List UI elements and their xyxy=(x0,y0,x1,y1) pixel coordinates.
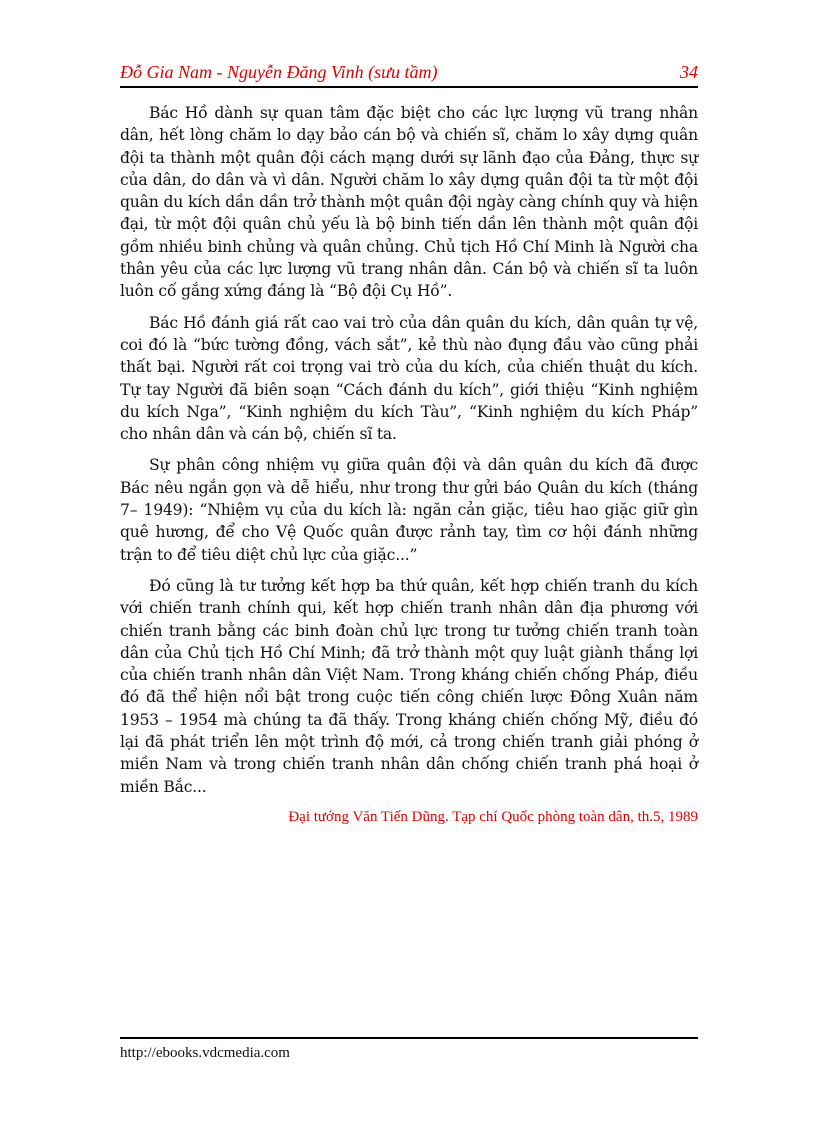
page-number: 34 xyxy=(680,62,698,82)
paragraph-2: Bác Hồ đánh giá rất cao vai trò của dân quân du kích, dân quân tự vệ, coi đó là “bức tường đồng, vách sắt”, kẻ thù nào đụng đầu vào cũng phải thất bại. Người rất coi trọng vai trò của du kích, của chiến thuật du kích. Tự tay Người đã biên soạn “Cách đánh du kích”, giới thiệu “Kinh nghiệm du kích Nga”, “Kinh nghiệm du kích Tàu”, “Kinh nghiệm du kích Pháp” cho nhân dân và cán bộ, chiến sĩ ta. xyxy=(120,313,698,444)
paragraph-1: Bác Hồ dành sự quan tâm đặc biệt cho các lực lượng vũ trang nhân dân, hết lòng chăm lo dạy bảo cán bộ và chiến sĩ, chăm lo xây dựng quân đội ta thành một quân đội cách mạng dưới sự lãnh đạo của Đảng, thực sự của dân, do dân và vì dân. Người chăm lo xây dựng quân đội ta từ một đội quân du kích dần dần trở thành một quân đội ngày càng chính quy và hiện đại, từ một đội quân chủ yếu là bộ binh tiến dần lên thành một quân đội gồm nhiều binh chủng và quân chủng. Chủ tịch Hồ Chí Minh là Người cha thân yêu của các lực lượng vũ trang nhân dân. Cán bộ và chiến sĩ ta luôn luôn cố gắng xứng đáng là “Bộ đội Cụ Hồ”. xyxy=(120,104,698,301)
footer-divider xyxy=(120,1037,698,1039)
document-body xyxy=(120,102,698,827)
paragraph-4: Đó cũng là tư tưởng kết hợp ba thứ quân, kết hợp chiến tranh du kích với chiến tranh chính qui, kết hợp chiến tranh nhân dân địa phương với chiến tranh bằng các binh đoàn chủ lực trong tư tưởng chiến tranh toàn dân của Chủ tịch Hồ Chí Minh; đã trở thành một quy luật giành thắng lợi của chiến tranh nhân dân Việt Nam. Trong kháng chiến chống Pháp, điều đó đã thể hiện nổi bật trong cuộc tiến công chiến lược Đông Xuân năm 1953 – 1954 mà chúng ta đã thấy. Trong kháng chiến chống Mỹ, điều đó lại đã phát triển lên một trình độ mới, cả trong chiến tranh giải phóng ở miền Nam và trong chiến tranh nhân dân chống chiến tranh phá hoại ở miền Bắc... xyxy=(120,576,698,796)
paragraph-3: Sự phân công nhiệm vụ giữa quân đội và dân quân du kích đã được Bác nêu ngắn gọn và dễ hiểu, như trong thư gửi báo Quân du kích (tháng 7– 1949): “Nhiệm vụ của du kích là: ngăn cản giặc, tiêu hao giặc giữ gìn quê hương, để cho Vệ Quốc quân được rảnh tay, tìm cơ hội đánh những trận to để tiêu diệt chủ lực của giặc...” xyxy=(120,456,698,564)
source-citation: Đại tướng Văn Tiến Dũng. Tạp chí Quốc phòng toàn dân, th.5, 1989 xyxy=(288,808,698,825)
page-header xyxy=(120,58,698,88)
header-title: Đỗ Gia Nam - Nguyễn Đăng Vinh (sưu tầm) xyxy=(120,62,438,82)
footer-url-link[interactable]: http://ebooks.vdcmedia.com xyxy=(120,1045,290,1061)
